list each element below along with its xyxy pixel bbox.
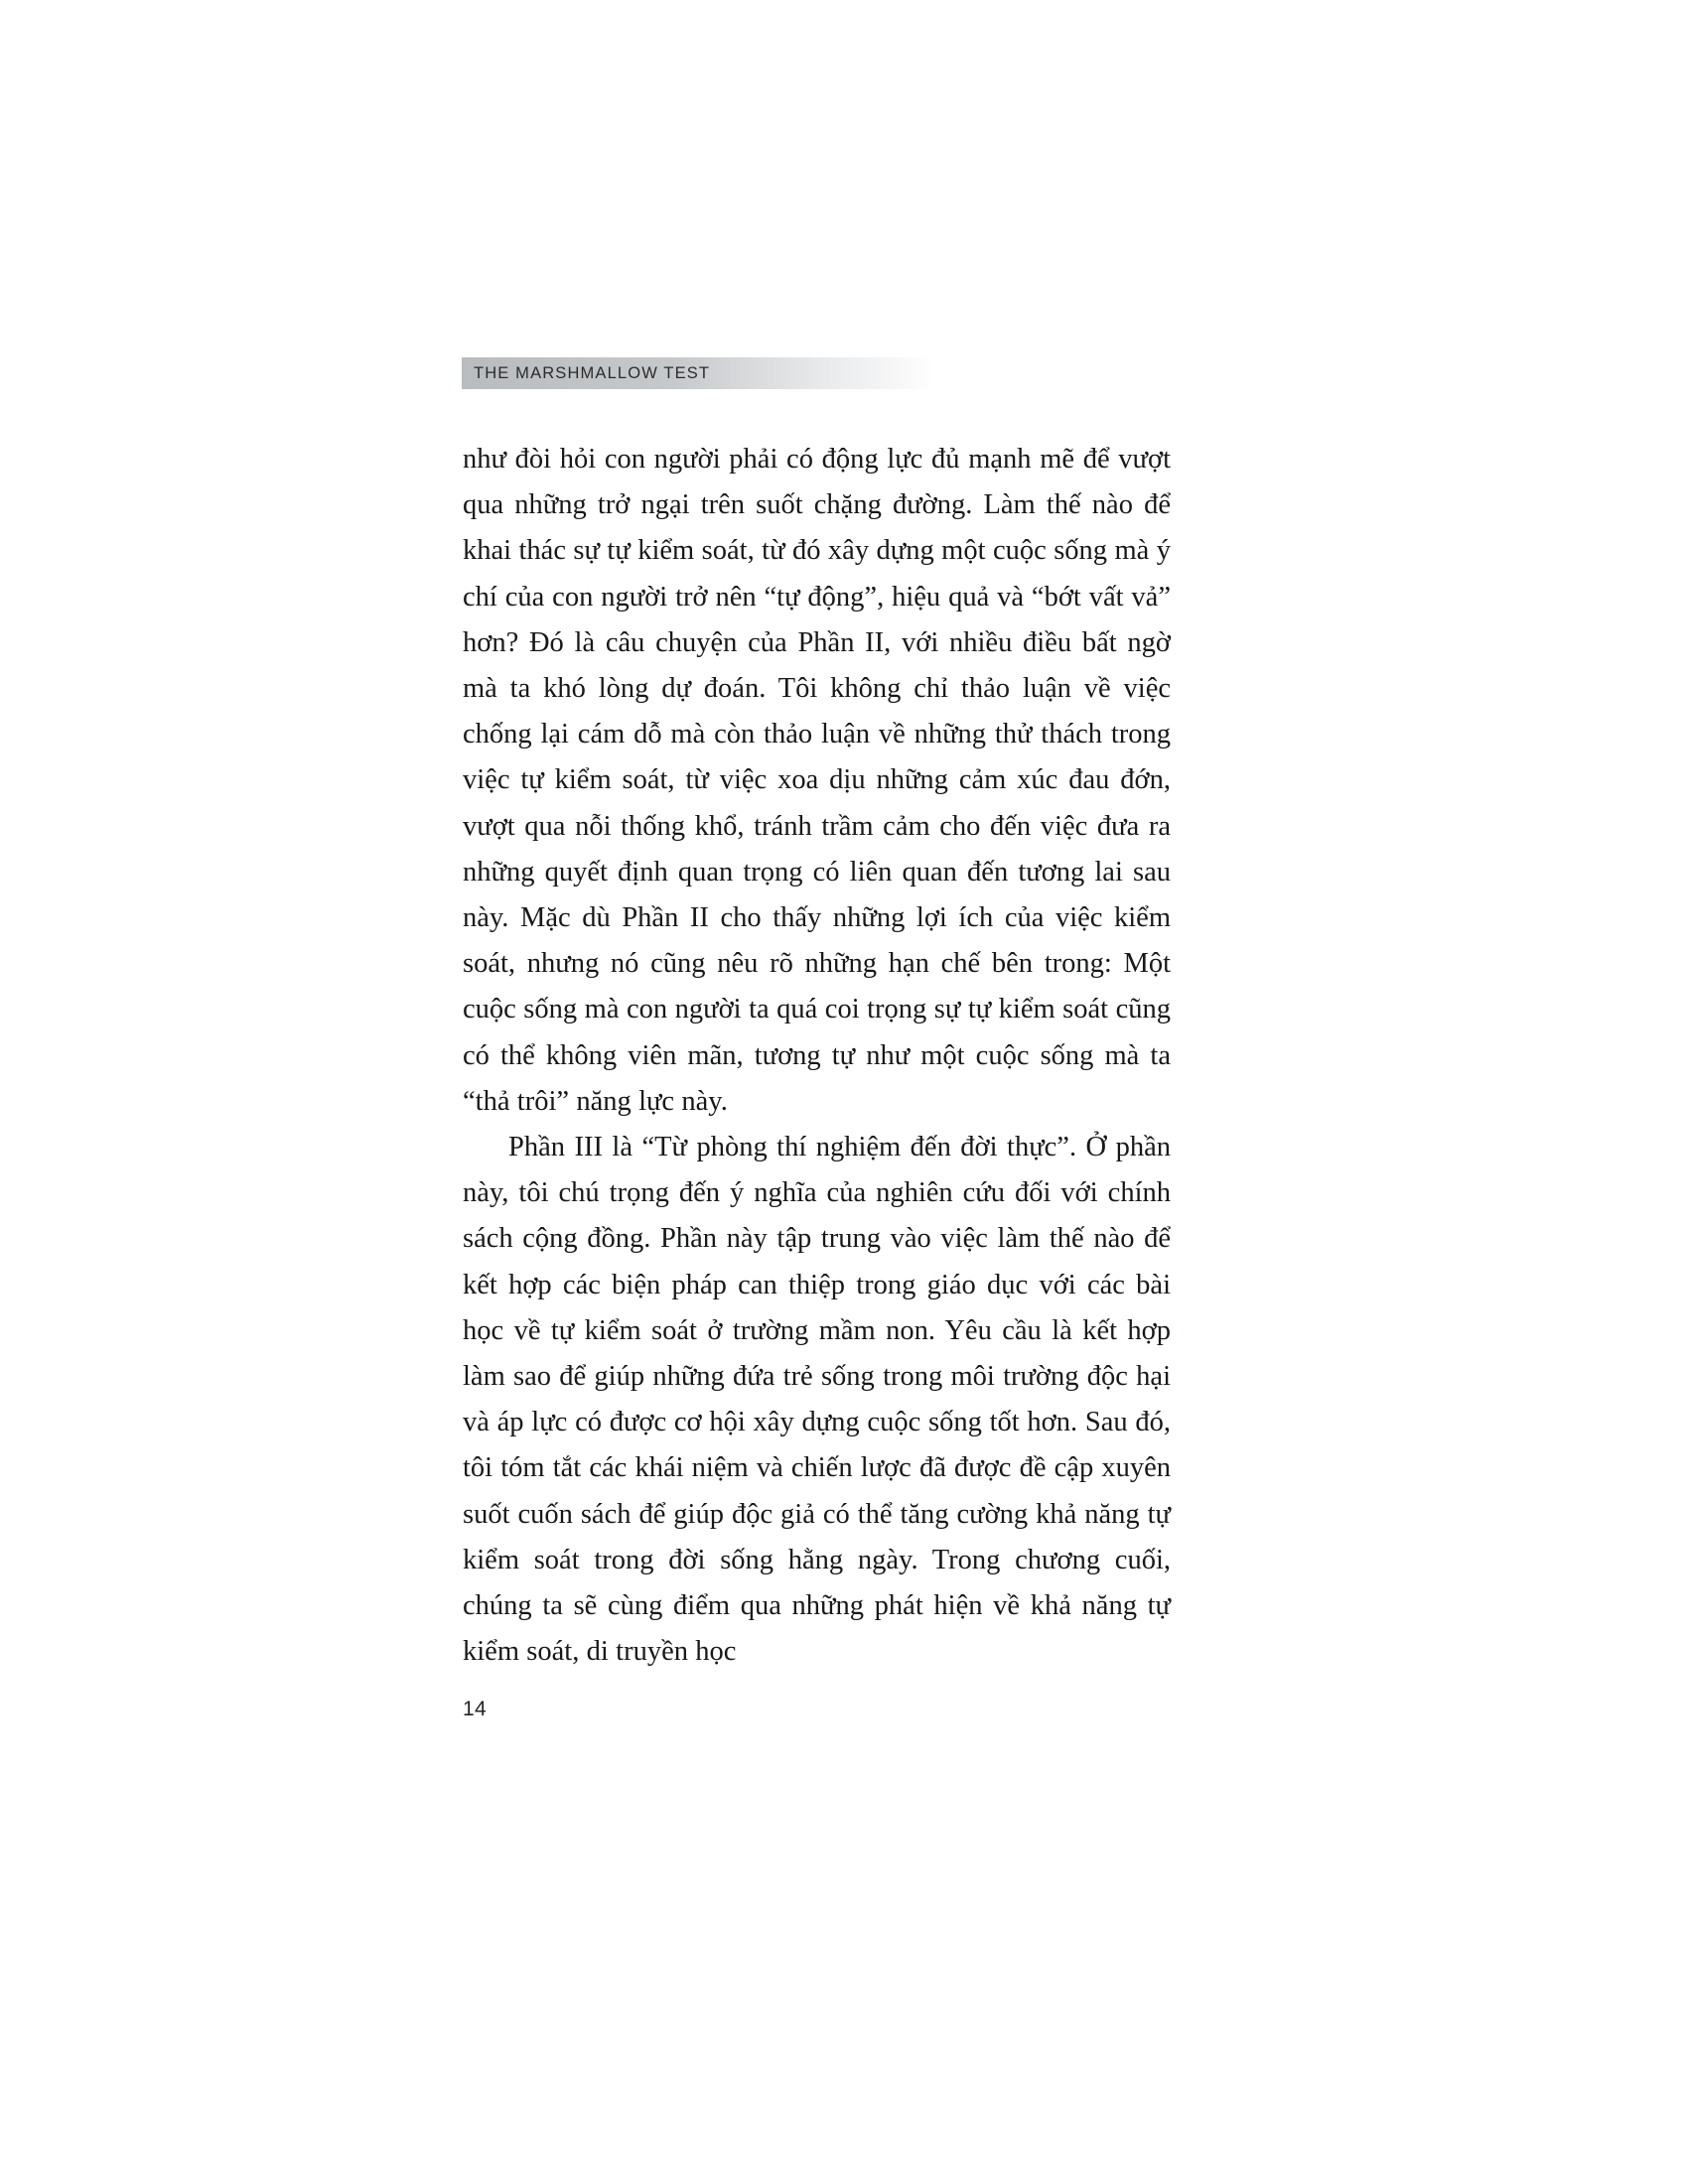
running-head-band bbox=[462, 357, 928, 389]
paragraph: như đòi hỏi con người phải có động lực đủ mạnh mẽ để vượt qua những trở ngại trên suốt chặng đường. Làm thế nào để khai thác sự tự kiểm soát, từ đó xây dựng một cuộc sống mà ý chí của con người trở nên “tự động”, hiệu quả và “bớt vất vả” hơn? Đó là câu chuyện của Phần II, với nhiều điều bất ngờ mà ta khó lòng dự đoán. Tôi không chỉ thảo luận về việc chống lại cám dỗ mà còn thảo luận về những thử thách trong việc tự kiểm soát, từ việc xoa dịu những cảm xúc đau đớn, vượt qua nỗi thống khổ, tránh trầm cảm cho đến việc đưa ra những quyết định quan trọng có liên quan đến tương lai sau này. Mặc dù Phần II cho thấy những lợi ích của việc kiểm soát, nhưng nó cũng nêu rõ những hạn chế bên trong: Một cuộc sống mà con người ta quá coi trọng sự tự kiểm soát cũng có thể không viên mãn, tương tự như một cuộc sống mà ta “thả trôi” năng lực này. bbox=[463, 444, 1171, 1117]
page-number: 14 bbox=[463, 1698, 487, 1720]
running-head-text: THE MARSHMALLOW TEST bbox=[474, 363, 711, 382]
paragraph: Phần III là “Từ phòng thí nghiệm đến đời thực”. Ở phần này, tôi chú trọng đến ý nghĩa của nghiên cứu đối với chính sách cộng đồng. Phần này tập trung vào việc làm thế nào để kết hợp các biện pháp can thiệp trong giáo dục với các bài học về tự kiểm soát ở trường mầm non. Yêu cầu là kết hợp làm sao để giúp những đứa trẻ sống trong môi trường độc hại và áp lực có được cơ hội xây dựng cuộc sống tốt hơn. Sau đó, tôi tóm tắt các khái niệm và chiến lược đã được đề cập xuyên suốt cuốn sách để giúp độc giả có thể tăng cường khả năng tự kiểm soát trong đời sống hằng ngày. Trong chương cuối, chúng ta sẽ cùng điểm qua những phát hiện về khả năng tự kiểm soát, di truyền học bbox=[463, 1132, 1171, 1668]
body-text-block bbox=[463, 437, 1171, 1675]
